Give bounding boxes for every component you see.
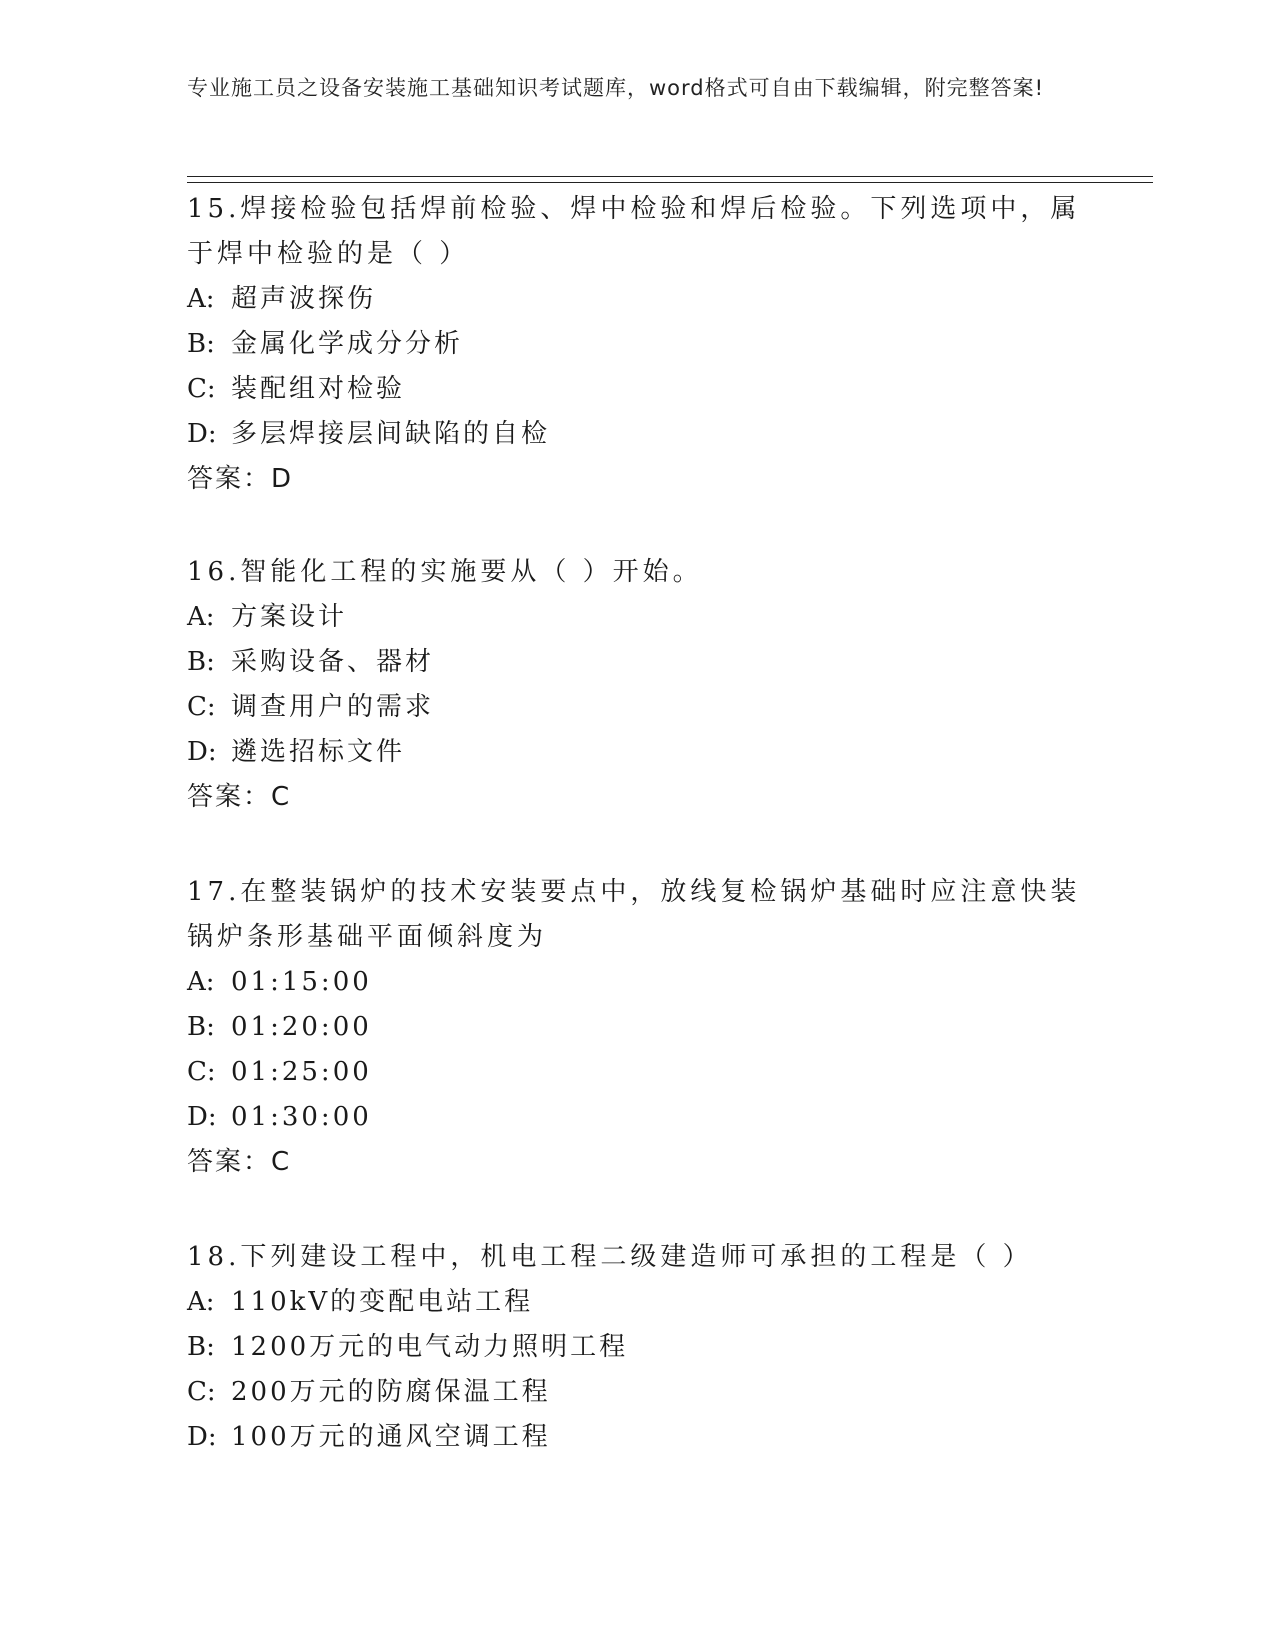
option-key: A: <box>187 1287 215 1317</box>
option-a <box>187 1280 1087 1325</box>
option-key: A: <box>187 602 215 632</box>
header-divider-top <box>187 176 1153 177</box>
option-key: D: <box>187 1422 217 1452</box>
answer-line: 答案：D <box>187 464 294 494</box>
option-key: C: <box>187 1377 216 1407</box>
answer-line: 答案：C <box>187 782 292 812</box>
option-text: 01:15:00 <box>231 967 372 997</box>
option-a <box>187 960 1087 1005</box>
option-text: 110kV的变配电站工程 <box>231 1287 534 1317</box>
option-text: 金属化学成分分析 <box>231 329 464 359</box>
option-key: B: <box>187 1332 215 1362</box>
option-b <box>187 1005 1087 1050</box>
option-c <box>187 1370 1087 1415</box>
option-c <box>187 367 1087 412</box>
question-15 <box>187 187 1087 502</box>
question-stem: 17.在整装锅炉的技术安装要点中，放线复检锅炉基础时应注意快装锅炉条形基础平面倾斜度为 <box>187 877 1081 952</box>
question-16 <box>187 550 1087 820</box>
option-b <box>187 1325 1087 1370</box>
option-text: 1200万元的电气动力照明工程 <box>231 1332 629 1362</box>
option-text: 方案设计 <box>231 602 348 632</box>
option-d <box>187 730 1087 775</box>
option-key: A: <box>187 284 215 314</box>
option-b <box>187 322 1087 367</box>
option-text: 200万元的防腐保温工程 <box>231 1377 551 1407</box>
option-b <box>187 640 1087 685</box>
option-text: 采购设备、器材 <box>231 647 435 677</box>
question-stem: 15.焊接检验包括焊前检验、焊中检验和焊后检验。下列选项中，属于焊中检验的是（ ） <box>187 194 1081 269</box>
option-text: 01:20:00 <box>231 1012 372 1042</box>
question-stem: 16.智能化工程的实施要从（ ）开始。 <box>187 557 703 587</box>
option-text: 01:30:00 <box>231 1102 372 1132</box>
option-text: 100万元的通风空调工程 <box>231 1422 551 1452</box>
option-a <box>187 595 1087 640</box>
option-key: B: <box>187 329 215 359</box>
option-text: 超声波探伤 <box>231 284 377 314</box>
header-divider-bottom <box>187 182 1153 183</box>
question-stem: 18.下列建设工程中，机电工程二级建造师可承担的工程是（ ） <box>187 1242 1033 1272</box>
option-key: C: <box>187 374 216 404</box>
question-17 <box>187 870 1087 1185</box>
option-key: C: <box>187 692 216 722</box>
option-key: A: <box>187 967 215 997</box>
option-text: 调查用户的需求 <box>231 692 435 722</box>
option-key: D: <box>187 737 217 767</box>
option-text: 多层焊接层间缺陷的自检 <box>231 419 551 449</box>
option-key: C: <box>187 1057 216 1087</box>
option-text: 01:25:00 <box>231 1057 372 1087</box>
option-d <box>187 1095 1087 1140</box>
option-d <box>187 412 1087 457</box>
option-key: D: <box>187 419 217 449</box>
question-18 <box>187 1235 1087 1460</box>
option-text: 遴选招标文件 <box>231 737 406 767</box>
option-text: 装配组对检验 <box>231 374 406 404</box>
option-a <box>187 277 1087 322</box>
option-key: B: <box>187 647 215 677</box>
option-key: D: <box>187 1102 217 1132</box>
option-key: B: <box>187 1012 215 1042</box>
option-c <box>187 1050 1087 1095</box>
document-description: 专业施工员之设备安装施工基础知识考试题库，word格式可自由下载编辑，附完整答案! <box>187 76 1045 100</box>
option-c <box>187 685 1087 730</box>
answer-line: 答案：C <box>187 1147 292 1177</box>
option-d <box>187 1415 1087 1460</box>
